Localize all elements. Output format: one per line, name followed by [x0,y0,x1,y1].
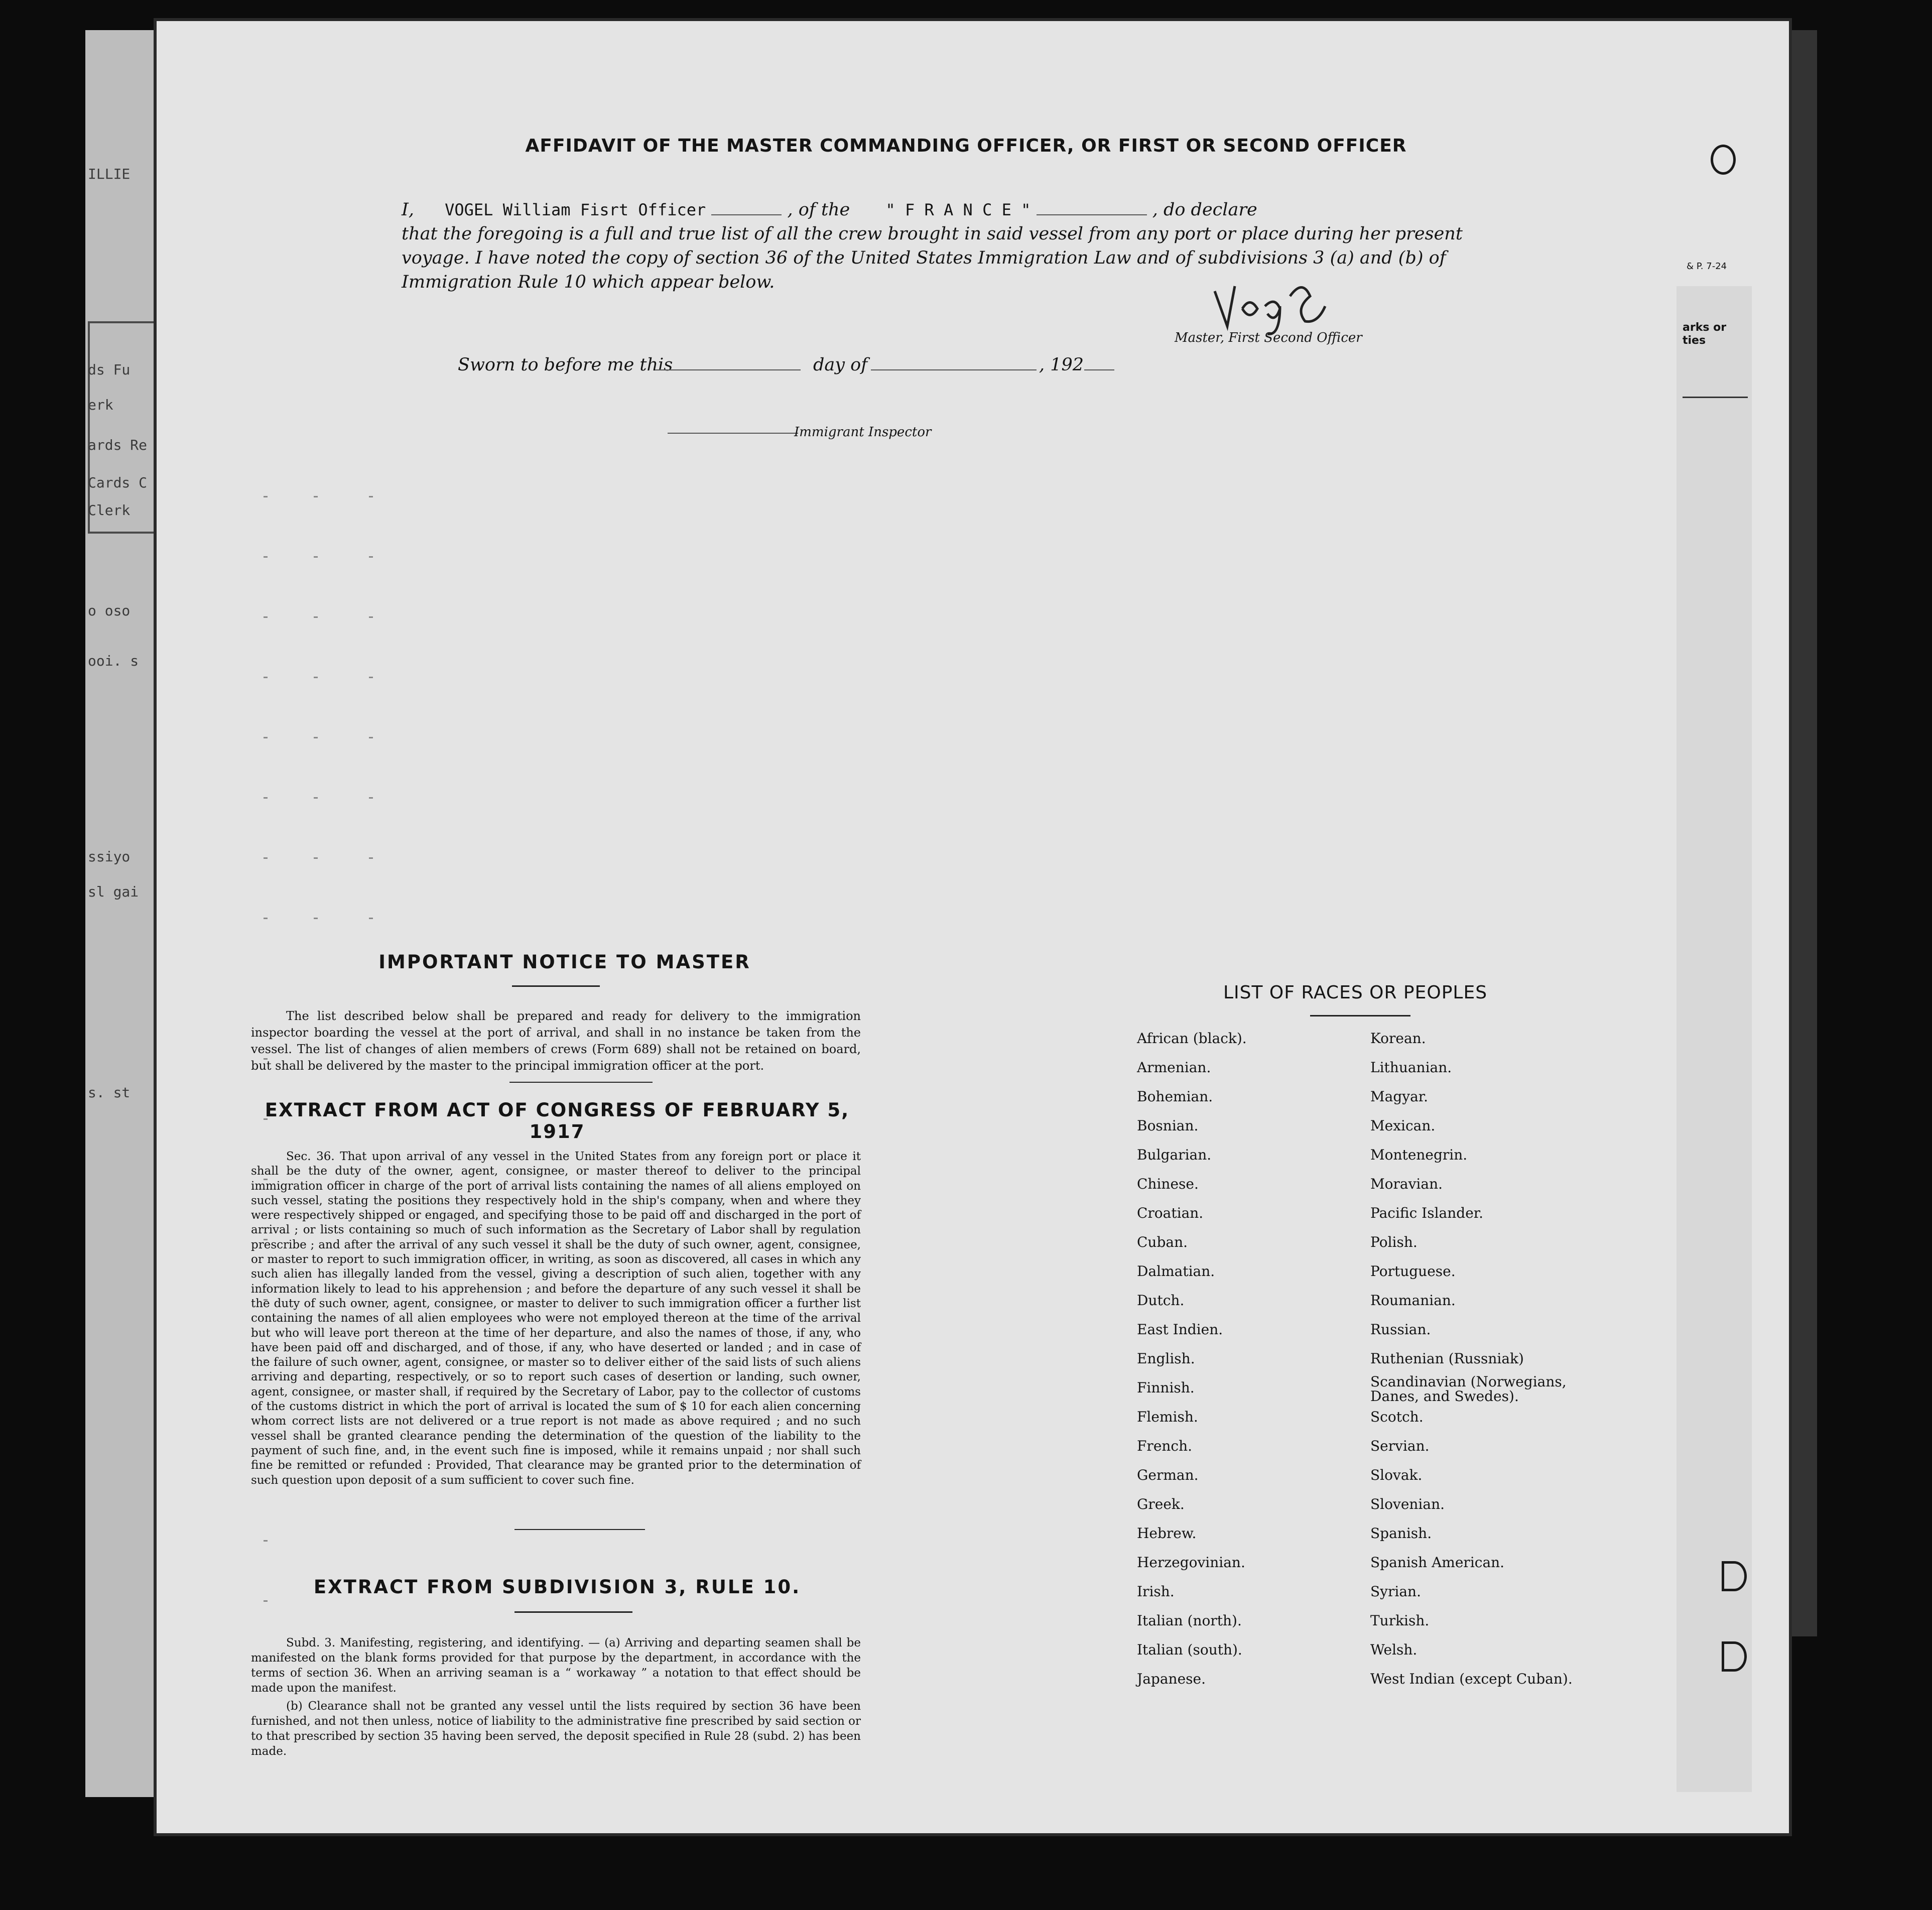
sworn-text: Sworn to before me this [458,355,673,375]
form-number: & P. 7-24 [1687,261,1727,272]
race-item: Bulgarian. [1137,1147,1212,1163]
race-item: Irish. [1137,1583,1175,1600]
act-text: Sec. 36. That upon arrival of any vessel in the United States from any foreign port or place it shall be the duty of the owner, agent, consignee, or master thereof to deliver to the principal immigration officer in charge of the port of arrival lists containing the names of all aliens employed on such vessel, stating the positions they respectively hold in the ship's company, when and where they were respectively shipped or engaged, and specifying those to be paid off and discharged in the port of arrival ; or lists containing so much of such information as the Secretary of Labor shall by regulation prescribe ; and after the arrival of any such vessel it shall be the duty of such owner, agent, consignee, or master to report to such immigration officer, in writing, as soon as discovered, all cases in which any such alien has illegally landed from the vessel, giving a description of such alien, together with any information likely to lead to his apprehension ; and before the departure of any such vessel it shall be the duty of such owner, agent, consignee, or master to deliver to such immigration officer a further list containing the names of all alien employees who were not employed thereon at the time of the arrival but who will leave port thereon at the time of her departure, and also the names of those, if any, who have been paid off and discharged, and of those, if any, who have deserted or landed ; and in case of the failure of such owner, agent, consignee, or master so to deliver either of the said lists of such aliens arriving and departing, respectively, or so to report such cases of desertion or landing, such owner, agent, consignee, or master shall, if required by the Secretary of Labor, pay to the collector of customs of the customs district in which the port of arrival is located the sum of $ 10 for each alien concerning whom correct lists are not delivered or a true report is not made as above required ; and no such vessel shall be granted clearance pending the determination of the question of the liability to the payment of such fine, and, in the event such fine is imposed, while it remains unpaid ; nor shall such fine be remitted or refunded : Provided, That clearance may be granted prior to the determination of such question upon deposit of a sum sufficient to cover such fine. [251,1150,861,1487]
left-fragment: erk [88,397,113,413]
race-item: Cuban. [1137,1234,1188,1250]
race-item: Welsh. [1370,1641,1418,1658]
vessel-name-typed: " F R A N C E " [885,200,1031,219]
race-item: Ruthenian (Russniak) [1370,1350,1524,1367]
rule-heading: EXTRACT FROM SUBDIVISION 3, RULE 10. [313,1576,801,1598]
remarks-header-fragment: arks or ties [1683,321,1727,347]
notice-text: The list described below shall be prepared and ready for delivery to the immigration inspector boarding the vessel at the port of arrival, and shall in no instance be taken from the vessel. The list of changes of alien members of crews (Form 689) shall not be retained on board, but shall be delivered by the master to the principal immigration officer at the port. [251,1009,861,1073]
left-fragment: ILLIE [88,166,131,182]
day-of-text: day of [813,355,868,375]
left-fragment: Cards C [88,474,148,491]
race-item: Roumanian. [1370,1292,1456,1309]
rule-text-b: (b) Clearance shall not be granted any vessel until the lists required by section 36 have been furnished, and not then unless, notice of liability to the administrative fine prescribed by said section or to that prescribed by section 35 having been served, the deposit specified in Rule 28 (subd. 2) has been made. [251,1700,861,1758]
race-item: Croatian. [1137,1205,1204,1221]
left-fragment: s. st [88,1084,131,1101]
race-item: Chinese. [1137,1176,1199,1192]
race-item: Scandinavian (Norwegians, Danes, and Swedes). [1370,1373,1567,1405]
race-item: Turkish. [1370,1612,1430,1629]
race-item: French. [1137,1438,1193,1454]
inspector-signature-field[interactable] [668,433,798,434]
declaration-line-3: voyage. I have noted the copy of section 36 of the United States Immigration Law and of subdivisions 3 (a) and (b) of [402,248,1446,268]
inspector-label: Immigrant Inspector [794,425,932,440]
race-item: Dalmatian. [1137,1263,1215,1280]
race-item: Moravian. [1370,1176,1443,1192]
officer-line: Master, First Second Officer [1175,330,1362,345]
left-fragment: ssiyo [88,848,131,865]
right-col-rule [1683,397,1748,398]
race-item: Greek. [1137,1496,1185,1512]
race-item: West Indian (except Cuban). [1370,1671,1573,1687]
race-item: Magyar. [1370,1088,1429,1105]
race-item: Scotch. [1370,1409,1424,1425]
left-fragment: sl gai [88,883,139,900]
race-item: Mexican. [1370,1117,1436,1134]
race-item: African (black). [1137,1030,1247,1047]
act-heading: EXTRACT FROM ACT OF CONGRESS OF FEBRUARY 5, 1917 [265,1099,850,1142]
race-item: Slovenian. [1370,1496,1445,1512]
left-fragment: Clerk [88,502,131,519]
rule-text-a: Subd. 3. Manifesting, registering, and identifying. — (a) Arriving and departing seamen shall be manifested on the blank forms provided for that purpose by the department, in accordance with the terms of section 36. When an arriving seaman is a “ workaway ” a notation to that effect should be made upon the manifest. [251,1636,861,1695]
declaration-line-1 [402,198,1456,221]
race-item: Portuguese. [1370,1263,1456,1280]
race-item: Syrian. [1370,1583,1421,1600]
year-field[interactable] [1084,369,1114,370]
sworn-day-field[interactable] [655,369,801,370]
declaration-line-4: Immigration Rule 10 which appear below. [402,272,775,292]
name-underline [711,214,782,215]
race-item: Bosnian. [1137,1117,1199,1134]
races-heading: LIST OF RACES OR PEOPLES [1223,982,1488,1003]
race-item: Spanish American. [1370,1554,1505,1571]
race-item: Servian. [1370,1438,1430,1454]
race-item: German. [1137,1467,1199,1483]
race-item: Korean. [1370,1030,1426,1047]
year-text: , 192 [1039,355,1084,375]
race-item: Italian (north). [1137,1612,1242,1629]
punch-hole [1722,1561,1747,1591]
race-item: Pacific Islander. [1370,1205,1483,1221]
race-item: Japanese. [1137,1671,1206,1687]
race-item: Polish. [1370,1234,1418,1250]
race-item: Slovak. [1370,1467,1423,1483]
race-item: Hebrew. [1137,1525,1197,1542]
race-item: Armenian. [1137,1059,1211,1076]
of-the-text: , of the [787,200,850,220]
race-item: Dutch. [1137,1292,1185,1309]
race-item: Russian. [1370,1321,1431,1338]
sworn-month-field[interactable] [871,369,1037,370]
left-margin-strip [85,30,161,1797]
officer-name-typed: VOGEL William Fisrt Officer [445,200,706,219]
declaration-line-2: that the foregoing is a full and true list of all the crew brought in said vessel from any port or place during her present [402,224,1463,244]
vessel-underline [1037,214,1147,215]
act-end-rule [514,1529,645,1530]
race-item: Lithuanian. [1370,1059,1452,1076]
race-item: Spanish. [1370,1525,1432,1542]
declaration-prefix: I, [402,200,414,220]
affidavit-title: AFFIDAVIT OF THE MASTER COMMANDING OFFICER, OR FIRST OR SECOND OFFICER [525,136,1407,156]
left-fragment: ards Re [88,437,148,453]
left-fragment: ooi. s [88,653,139,669]
races-column-right [1370,1024,1581,1694]
punch-hole [1722,1641,1747,1672]
notice-rule [512,985,600,987]
left-fragment: o oso [88,602,131,619]
do-declare-text: , do declare [1152,200,1257,220]
races-column-left [1137,1024,1348,1694]
notice-end-rule [509,1082,653,1083]
rule-rule [514,1611,632,1613]
race-item: Montenegrin. [1370,1147,1468,1163]
left-fragment: ds Fu [88,361,131,378]
race-item: Finnish. [1137,1379,1195,1396]
races-rule [1310,1015,1410,1016]
right-edge-shadow [1787,30,1817,1636]
race-item: Flemish. [1137,1409,1198,1425]
race-item: Herzegovinian. [1137,1554,1245,1571]
race-item: English. [1137,1350,1195,1367]
race-item: Italian (south). [1137,1641,1242,1658]
race-item: East Indien. [1137,1321,1223,1338]
race-item: Bohemian. [1137,1088,1213,1105]
notice-heading: IMPORTANT NOTICE TO MASTER [378,951,751,973]
